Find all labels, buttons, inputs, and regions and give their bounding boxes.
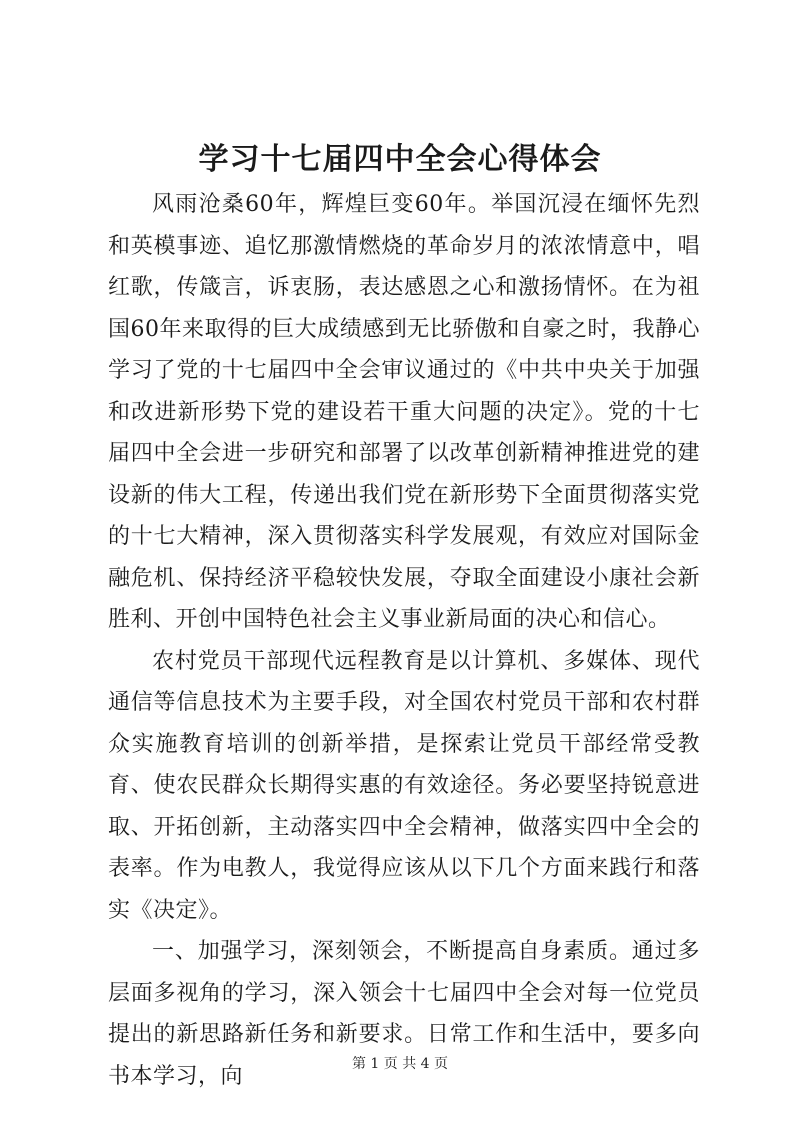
page-footer: 第 1 页 共 4 页 [351, 1056, 449, 1072]
document-title: 学习十七届四中全会心得体会 [198, 142, 602, 177]
paragraph-3: 一、加强学习，深刻领会，不断提高自身素质。通过多层面多视角的学习，深入领会十七届四中全会对每一位党员提出的新思路新任务和新要求。日常工作和生活中，要多向书本学习，向 [108, 939, 700, 1089]
paragraph-1: 风雨沧桑60年，辉煌巨变60年。举国沉浸在缅怀先烈和英模事迹、追忆那激情燃烧的革命岁月的浓浓情意中，唱红歌，传箴言，诉衷肠，表达感恩之心和激扬情怀。在为祖国60年来取得的巨大成绩感到无比骄傲和自豪之时，我静心学习了党的十七届四中全会审议通过的《中共中央关于加强和改进新形势下党的建设若干重大问题的决定》。党的十七届四中全会进一步研究和部署了以改革创新精神推进党的建设新的伟大工程，传递出我们党在新形势下全面贯彻落实党的十七大精神，深入贯彻落实科学发展观，有效应对国际金融危机、保持经济平稳较快发展，夺取全面建设小康社会新胜利、开创中国特色社会主义事业新局面的决心和信心。 [108, 192, 700, 632]
document-body [108, 184, 700, 1097]
paragraph-2: 农村党员干部现代远程教育是以计算机、多媒体、现代通信等信息技术为主要手段，对全国农村党员干部和农村群众实施教育培训的创新举措，是探索让党员干部经常受教育、使农民群众长期得实惠的有效途径。务必要坚持锐意进取、开拓创新，主动落实四中全会精神，做落实四中全会的表率。作为电教人，我觉得应该从以下几个方面来践行和落实《决定》。 [108, 648, 700, 923]
